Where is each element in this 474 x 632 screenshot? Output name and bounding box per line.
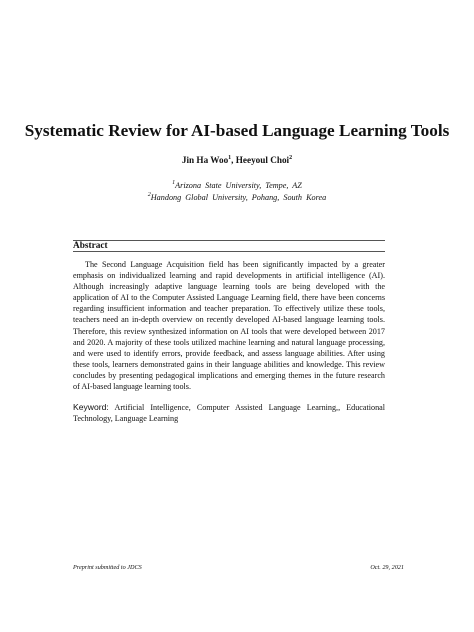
affiliation — [0, 180, 474, 192]
abstract-heading: Abstract — [73, 241, 108, 251]
keywords — [73, 402, 385, 424]
affiliations — [0, 180, 474, 204]
abstract-text: The Second Language Acquisition field has been significantly impacted by a greater emphasis on individualized learning and rapid developments in artificial intelligence (AI). Although increasingly adaptive language learning tools are being developed with the application of AI to the Computer Assisted Language Learning field, there have been concerns regarding insufficient information and teacher preparation. To effectively utilize these tools, teachers need an in-depth overview on recently developed AI-based language learning tools. Therefore, this review synthesized information on AI tools that were developed between 2017 and 2020. A majority of these tools utilized machine learning and natural language processing, and were used to identify errors, provide feedback, and assess language abilities. After using these tools, learners demonstrated gains in their language abilities and knowledge. This review concludes by presenting pedagogical implications and emerging themes in the future research of AI-based language learning tools. — [73, 260, 385, 392]
affiliation — [0, 192, 474, 204]
footer-date: Oct. 29, 2021 — [370, 564, 404, 571]
affiliation-text: Arizona State University, Tempe, AZ — [175, 181, 302, 190]
affiliation-text: Handong Global University, Pohang, South Korea — [150, 193, 327, 202]
affiliation-mark: 1 — [228, 155, 232, 161]
affiliation-mark: 2 — [289, 155, 293, 161]
paper-title: Systematic Review for AI-based Language Learning Tools — [24, 121, 450, 140]
keywords-text: Artificial Intelligence, Computer Assisted Language Learning,, Educational Technology, Language Learning — [73, 403, 385, 424]
author-name: Heeyoul Choi — [235, 155, 290, 165]
author-separator: , — [231, 155, 236, 165]
abstract-bottom-rule — [73, 251, 385, 252]
footer-preprint-note: Preprint submitted to JDCS — [73, 564, 142, 571]
author-line — [0, 154, 474, 166]
affiliation-mark: 2 — [147, 192, 151, 198]
affiliation-mark: 1 — [172, 180, 176, 186]
abstract-top-rule — [73, 240, 385, 241]
keywords-label: Keyword: — [73, 402, 109, 412]
author-name: Jin Ha Woo — [181, 155, 229, 165]
